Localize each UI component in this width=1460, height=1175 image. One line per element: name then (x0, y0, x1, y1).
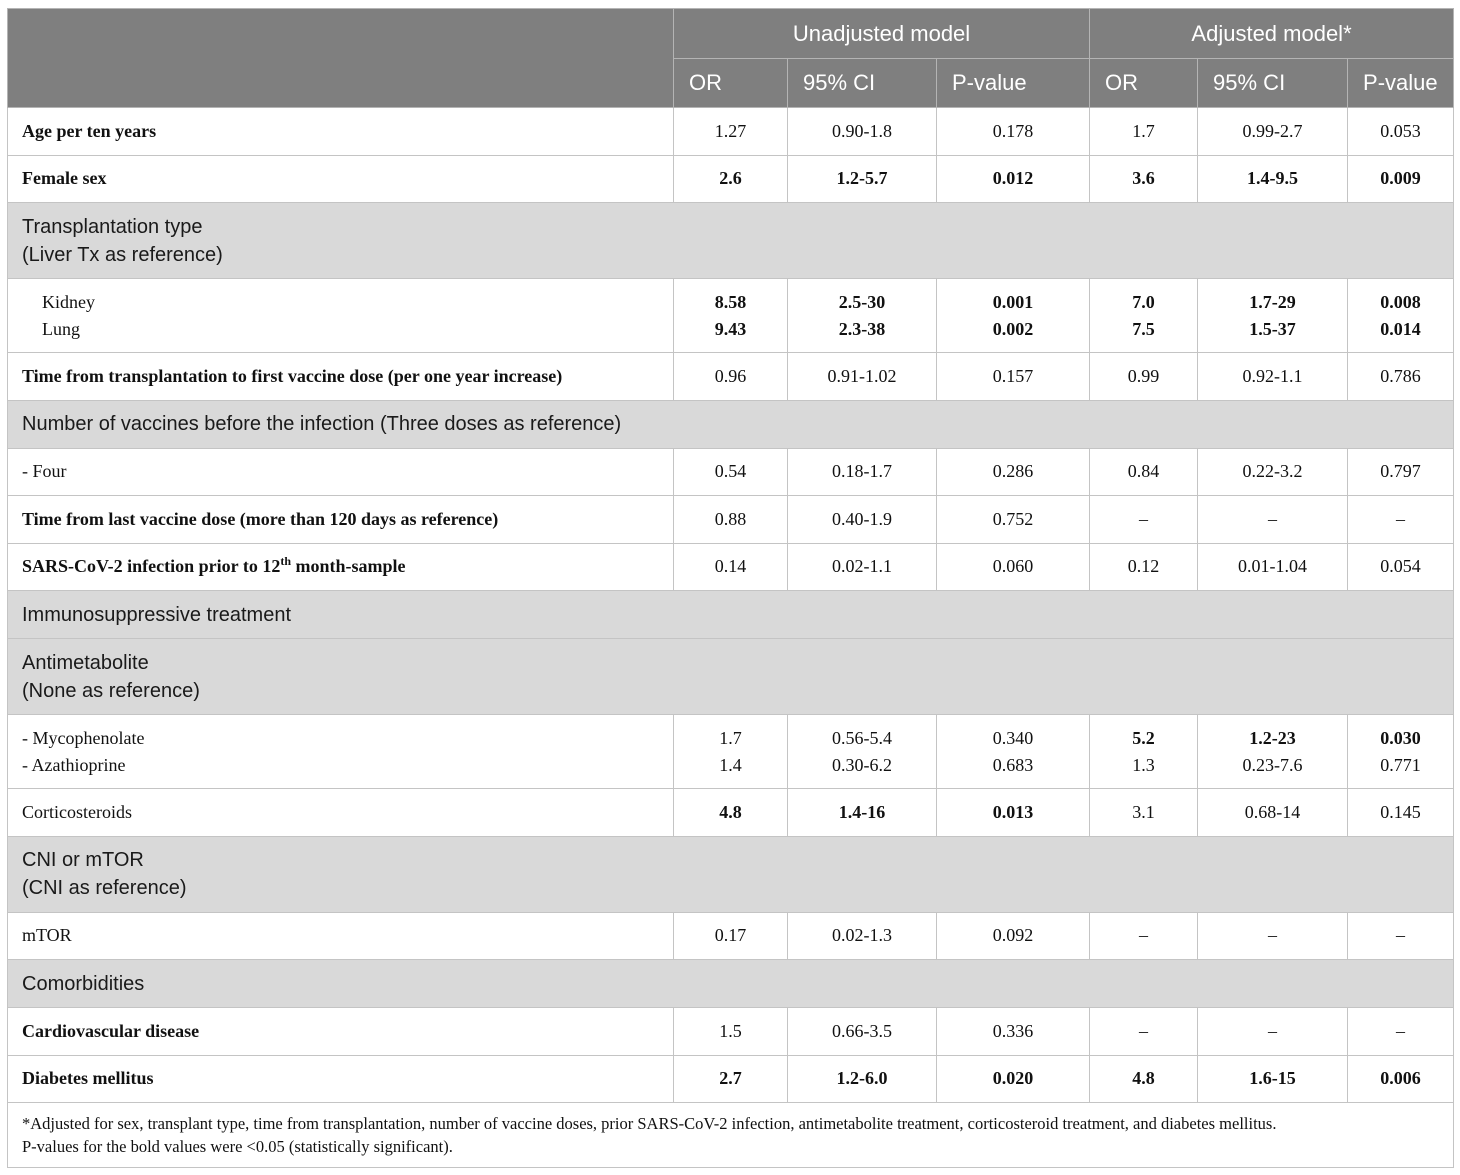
mycophenolate-value: 1.2-23 (1249, 727, 1296, 748)
lung-value: 7.5 (1132, 318, 1155, 339)
section-heading (8, 836, 1454, 912)
lung-value: 1.5-37 (1249, 318, 1296, 339)
azathioprine-value: 0.771 (1380, 754, 1421, 775)
section-heading: Immunosuppressive treatment (8, 591, 1454, 639)
row-label: Time from last vaccine dose (more than 120 days as reference) (8, 496, 674, 544)
row-label: Cardiovascular disease (8, 1008, 674, 1056)
azathioprine-value: 0.683 (992, 754, 1034, 775)
adjusted-p-cell: 0.053 (1348, 108, 1454, 156)
table-row-kidney-lung (8, 279, 1454, 353)
unadjusted-or-cell: 2.6 (674, 155, 788, 203)
section-row-number-of-vaccines (8, 400, 1454, 448)
section-reference: (None as reference) (22, 679, 200, 702)
section-title: CNI or mTOR (22, 849, 144, 871)
table-row-four-doses (8, 448, 1454, 496)
unadjusted-ci-cell: 1.2-6.0 (788, 1055, 937, 1103)
unadjusted-p-cell: 0.286 (937, 448, 1090, 496)
section-heading (8, 639, 1454, 715)
unadjusted-or-cell: 0.14 (674, 543, 788, 591)
unadjusted-ci-cell: 0.90-1.8 (788, 108, 937, 156)
unadjusted-p-cell (937, 279, 1090, 353)
section-row-comorbidities (8, 960, 1454, 1008)
adjusted-p-cell: – (1348, 496, 1454, 544)
header-unadjusted-p: P-value (937, 59, 1090, 108)
header-adjusted-ci: 95% CI (1198, 59, 1348, 108)
header-unadjusted-ci: 95% CI (788, 59, 937, 108)
adjusted-or-cell (1090, 279, 1198, 353)
adjusted-p-cell: 0.006 (1348, 1055, 1454, 1103)
lung-value: 0.002 (992, 318, 1034, 339)
unadjusted-or-cell: 0.96 (674, 353, 788, 401)
adjusted-or-cell: 0.99 (1090, 353, 1198, 401)
adjusted-ci-cell (1198, 279, 1348, 353)
azathioprine-value: 1.3 (1132, 754, 1155, 775)
row-label: Diabetes mellitus (8, 1055, 674, 1103)
adjusted-ci-cell: 0.99-2.7 (1198, 108, 1348, 156)
adjusted-or-cell: – (1090, 1008, 1198, 1056)
adjusted-or-cell: – (1090, 496, 1198, 544)
table-row-diabetes-mellitus (8, 1055, 1454, 1103)
mycophenolate-value: 0.56-5.4 (832, 727, 892, 748)
section-title: Antimetabolite (22, 651, 149, 674)
row-label-text: SARS-CoV-2 infection prior to 12 (22, 556, 281, 577)
kidney-value: 0.008 (1380, 291, 1421, 312)
table-body (8, 108, 1454, 1168)
unadjusted-ci-cell (788, 279, 937, 353)
mycophenolate-value: 5.2 (1132, 727, 1155, 748)
unadjusted-ci-cell: 0.18-1.7 (788, 448, 937, 496)
section-title: Transplantation type (22, 215, 203, 238)
section-reference: (CNI as reference) (22, 877, 187, 899)
row-label-kidney: Kidney (42, 291, 95, 312)
table-row-mtor (8, 912, 1454, 960)
kidney-value: 2.5-30 (838, 291, 886, 312)
adjusted-p-cell: 0.786 (1348, 353, 1454, 401)
adjusted-or-cell: 0.84 (1090, 448, 1198, 496)
adjusted-or-cell (1090, 715, 1198, 789)
row-label-superscript: th (280, 554, 291, 569)
azathioprine-value: 0.23-7.6 (1242, 754, 1303, 775)
adjusted-p-cell: – (1348, 1008, 1454, 1056)
adjusted-or-cell: 3.1 (1090, 789, 1198, 837)
adjusted-ci-cell: – (1198, 1008, 1348, 1056)
unadjusted-or-cell: 1.27 (674, 108, 788, 156)
unadjusted-p-cell: 0.013 (937, 789, 1090, 837)
mycophenolate-value: 0.340 (992, 727, 1034, 748)
unadjusted-p-cell: 0.752 (937, 496, 1090, 544)
header-adjusted-model: Adjusted model* (1090, 9, 1454, 59)
adjusted-ci-cell: 0.01-1.04 (1198, 543, 1348, 591)
row-label-mycophenolate: - Mycophenolate (22, 727, 145, 748)
unadjusted-or-cell: 2.7 (674, 1055, 788, 1103)
unadjusted-ci-cell: 1.2-5.7 (788, 155, 937, 203)
unadjusted-or-cell: 0.17 (674, 912, 788, 960)
adjusted-ci-cell: – (1198, 912, 1348, 960)
table-row-mycophenolate-azathioprine (8, 715, 1454, 789)
row-label: Female sex (8, 155, 674, 203)
unadjusted-ci-cell: 0.91-1.02 (788, 353, 937, 401)
table-row-prior-infection (8, 543, 1454, 591)
adjusted-or-cell: 0.12 (1090, 543, 1198, 591)
adjusted-p-cell: 0.009 (1348, 155, 1454, 203)
unadjusted-p-cell (937, 715, 1090, 789)
row-label: - Four (8, 448, 674, 496)
footnote-significance: P-values for the bold values were <0.05 (statistically significant). (22, 1137, 453, 1156)
row-label (8, 543, 674, 591)
adjusted-p-cell: 0.145 (1348, 789, 1454, 837)
adjusted-p-cell (1348, 279, 1454, 353)
table-footnote (8, 1103, 1454, 1168)
adjusted-or-cell: 4.8 (1090, 1055, 1198, 1103)
section-heading (8, 203, 1454, 279)
unadjusted-or-cell: 4.8 (674, 789, 788, 837)
azathioprine-value: 0.30-6.2 (832, 754, 892, 775)
footnote-adjustment: *Adjusted for sex, transplant type, time from transplantation, number of vaccine doses, prior SARS-CoV-2 infection, antimetabolite treatment, corticosteroid treatment, and diabetes mellitus. (22, 1114, 1277, 1133)
row-label (8, 715, 674, 789)
adjusted-ci-cell (1198, 715, 1348, 789)
lung-value: 9.43 (714, 318, 747, 339)
section-row-antimetabolite (8, 639, 1454, 715)
odds-ratio-table (7, 8, 1454, 1168)
unadjusted-ci-cell (788, 715, 937, 789)
row-label: mTOR (8, 912, 674, 960)
adjusted-or-cell: – (1090, 912, 1198, 960)
results-table-container (7, 8, 1453, 1168)
header-unadjusted-model: Unadjusted model (674, 9, 1090, 59)
unadjusted-or-cell (674, 279, 788, 353)
adjusted-ci-cell: 0.92-1.1 (1198, 353, 1348, 401)
table-row-corticosteroids (8, 789, 1454, 837)
unadjusted-p-cell: 0.012 (937, 155, 1090, 203)
header-adjusted-or: OR (1090, 59, 1198, 108)
row-label: Time from transplantation to first vaccine dose (per one year increase) (8, 353, 674, 401)
adjusted-ci-cell: 1.4-9.5 (1198, 155, 1348, 203)
unadjusted-p-cell: 0.092 (937, 912, 1090, 960)
kidney-value: 8.58 (714, 291, 747, 312)
unadjusted-or-cell (674, 715, 788, 789)
row-label: Age per ten years (8, 108, 674, 156)
header-corner-cell (8, 9, 674, 108)
azathioprine-value: 1.4 (719, 754, 742, 775)
unadjusted-or-cell: 1.5 (674, 1008, 788, 1056)
row-label (8, 279, 674, 353)
kidney-value: 1.7-29 (1249, 291, 1296, 312)
header-group-row (8, 9, 1454, 59)
adjusted-p-cell: 0.797 (1348, 448, 1454, 496)
adjusted-or-cell: 1.7 (1090, 108, 1198, 156)
table-row-cardiovascular-disease (8, 1008, 1454, 1056)
unadjusted-p-cell: 0.157 (937, 353, 1090, 401)
adjusted-p-cell: – (1348, 912, 1454, 960)
unadjusted-or-cell: 0.54 (674, 448, 788, 496)
section-row-immunosuppressive-treatment (8, 591, 1454, 639)
adjusted-ci-cell: – (1198, 496, 1348, 544)
kidney-value: 7.0 (1132, 291, 1155, 312)
table-row-time-from-last-dose (8, 496, 1454, 544)
section-heading: Comorbidities (8, 960, 1454, 1008)
adjusted-ci-cell: 1.6-15 (1198, 1055, 1348, 1103)
unadjusted-ci-cell: 0.66-3.5 (788, 1008, 937, 1056)
row-label-text-end: month-sample (291, 556, 406, 577)
section-row-cni-or-mtor (8, 836, 1454, 912)
lung-value: 2.3-38 (838, 318, 886, 339)
unadjusted-ci-cell: 0.40-1.9 (788, 496, 937, 544)
unadjusted-p-cell: 0.178 (937, 108, 1090, 156)
adjusted-ci-cell: 0.22-3.2 (1198, 448, 1348, 496)
table-row-female-sex (8, 155, 1454, 203)
table-header (8, 9, 1454, 108)
lung-value: 0.014 (1380, 318, 1421, 339)
unadjusted-p-cell: 0.060 (937, 543, 1090, 591)
header-adjusted-p: P-value (1348, 59, 1454, 108)
unadjusted-ci-cell: 0.02-1.1 (788, 543, 937, 591)
row-label-azathioprine: - Azathioprine (22, 754, 126, 775)
header-unadjusted-or: OR (674, 59, 788, 108)
section-row-transplantation-type (8, 203, 1454, 279)
unadjusted-ci-cell: 0.02-1.3 (788, 912, 937, 960)
adjusted-p-cell (1348, 715, 1454, 789)
mycophenolate-value: 1.7 (719, 727, 742, 748)
unadjusted-p-cell: 0.336 (937, 1008, 1090, 1056)
table-footnote-row (8, 1103, 1454, 1168)
table-row-age (8, 108, 1454, 156)
unadjusted-or-cell: 0.88 (674, 496, 788, 544)
mycophenolate-value: 0.030 (1380, 727, 1421, 748)
unadjusted-ci-cell: 1.4-16 (788, 789, 937, 837)
row-label-lung: Lung (42, 318, 80, 339)
row-label: Corticosteroids (8, 789, 674, 837)
kidney-value: 0.001 (992, 291, 1034, 312)
table-row-time-from-transplantation (8, 353, 1454, 401)
unadjusted-p-cell: 0.020 (937, 1055, 1090, 1103)
adjusted-ci-cell: 0.68-14 (1198, 789, 1348, 837)
adjusted-p-cell: 0.054 (1348, 543, 1454, 591)
section-reference: (Liver Tx as reference) (22, 243, 223, 266)
section-heading: Number of vaccines before the infection (Three doses as reference) (8, 400, 1454, 448)
adjusted-or-cell: 3.6 (1090, 155, 1198, 203)
